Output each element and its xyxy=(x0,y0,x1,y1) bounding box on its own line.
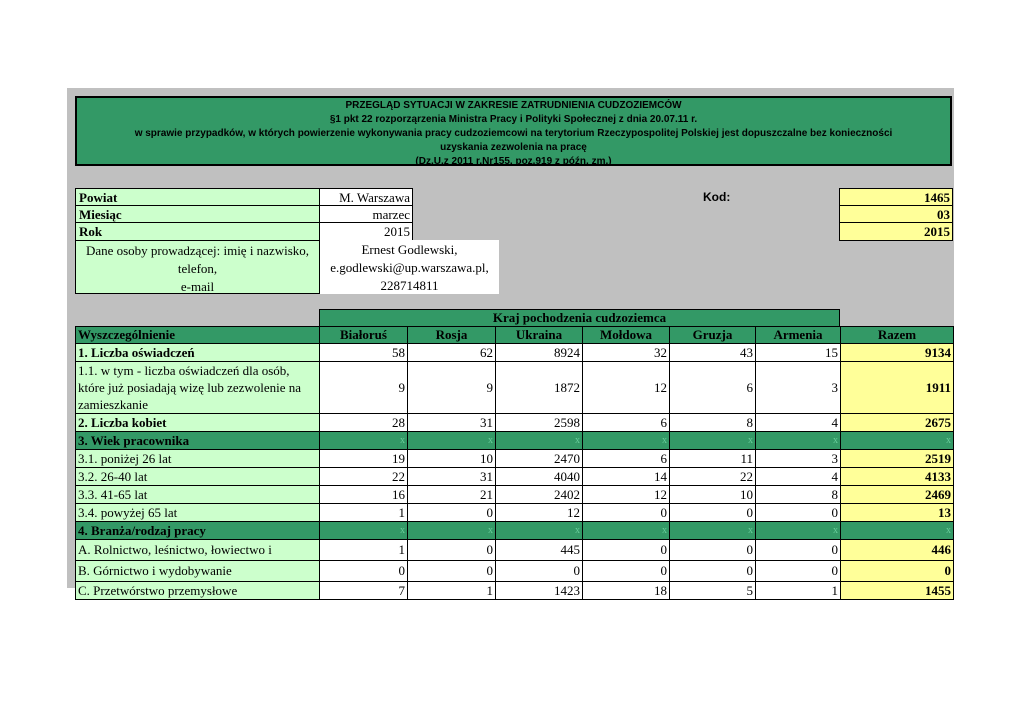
value-cell[interactable]: 14 xyxy=(583,468,670,486)
value-cell[interactable]: 6 xyxy=(583,414,670,432)
report-header xyxy=(75,96,952,166)
osoba-label-line: Dane osoby prowadzącej: imię i nazwisko, xyxy=(85,243,310,258)
value-cell[interactable]: 0 xyxy=(756,540,841,561)
row-total-cell[interactable]: 9134 xyxy=(841,344,954,362)
table-row xyxy=(76,450,954,468)
row-label: 3.4. powyżej 65 lat xyxy=(76,504,320,522)
value-cell[interactable]: x xyxy=(496,522,583,540)
row-total-cell[interactable]: 1455 xyxy=(841,582,954,600)
osoba-value[interactable] xyxy=(320,240,499,294)
column-header: Armenia xyxy=(756,327,841,344)
row-label: 3.2. 26-40 lat xyxy=(76,468,320,486)
kod-value-rok[interactable]: 2015 xyxy=(839,222,953,241)
column-header: Razem xyxy=(841,327,954,344)
value-cell[interactable]: x xyxy=(756,432,841,450)
value-cell[interactable]: x xyxy=(320,522,408,540)
kod-label: Kod: xyxy=(703,190,731,204)
header-description: w sprawie przypadków, w których powierzenie wykonywania pracy cudzoziemcowi na terytorium Rzeczypospolitej Polskiej jest dopuszczalne bez konieczności xyxy=(134,128,893,139)
row-label: C. Przetwórstwo przemysłowe xyxy=(76,582,320,600)
value-cell[interactable]: 32 xyxy=(583,344,670,362)
value-cell[interactable]: x xyxy=(583,432,670,450)
value-cell[interactable]: 11 xyxy=(670,450,756,468)
value-cell[interactable]: 6 xyxy=(583,450,670,468)
row-total-cell[interactable]: 1911 xyxy=(841,362,954,414)
row-label: 1.1. w tym - liczba oświadczeń dla osób, które już posiadają wizę lub zezwolenie na zamieszkanie xyxy=(76,362,320,414)
value-cell[interactable]: 1 xyxy=(408,582,496,600)
table-row xyxy=(76,432,954,450)
table-row xyxy=(76,522,954,540)
data-table xyxy=(75,326,954,600)
osoba-label-line: telefon, xyxy=(177,261,218,276)
osoba-label-line: e-mail xyxy=(180,279,215,294)
column-header: Mołdowa xyxy=(583,327,670,344)
value-cell[interactable]: 8924 xyxy=(496,344,583,362)
table-row xyxy=(76,362,954,414)
value-cell[interactable]: 16 xyxy=(320,486,408,504)
miesiac-label: Miesiąc xyxy=(75,205,320,223)
table-row xyxy=(76,561,954,582)
osoba-label xyxy=(75,240,320,294)
table-row xyxy=(76,540,954,561)
miesiac-value[interactable]: marzec xyxy=(319,205,413,223)
value-cell[interactable]: 1 xyxy=(320,540,408,561)
row-label: 3.1. poniżej 26 lat xyxy=(76,450,320,468)
table-row xyxy=(76,582,954,600)
rok-value[interactable]: 2015 xyxy=(319,222,413,241)
header-title: PRZEGLĄD SYTUACJI W ZAKRESIE ZATRUDNIENIA CUDZOZIEMCÓW xyxy=(345,100,682,111)
value-cell[interactable]: x xyxy=(320,432,408,450)
value-cell[interactable]: 7 xyxy=(320,582,408,600)
value-cell[interactable]: 8 xyxy=(756,486,841,504)
powiat-label: Powiat xyxy=(75,188,320,206)
value-cell[interactable]: 0 xyxy=(583,504,670,522)
value-cell[interactable]: 0 xyxy=(320,561,408,582)
value-cell[interactable]: x xyxy=(496,432,583,450)
header-citation: (Dz.U.z 2011 r.Nr155, poz.919 z późn. zm.) xyxy=(415,156,612,167)
row-label: 4. Branża/rodzaj pracy xyxy=(76,522,320,540)
value-cell[interactable]: 1 xyxy=(756,582,841,600)
value-cell[interactable]: 0 xyxy=(583,540,670,561)
value-cell[interactable]: 445 xyxy=(496,540,583,561)
value-cell[interactable]: x xyxy=(583,522,670,540)
value-cell[interactable]: 21 xyxy=(408,486,496,504)
value-cell[interactable]: 0 xyxy=(408,504,496,522)
value-cell[interactable]: 12 xyxy=(583,486,670,504)
country-group-header: Kraj pochodzenia cudzoziemca xyxy=(319,309,840,326)
value-cell[interactable]: 0 xyxy=(408,561,496,582)
row-total-cell[interactable]: 446 xyxy=(841,540,954,561)
row-label: 2. Liczba kobiet xyxy=(76,414,320,432)
value-cell[interactable]: 10 xyxy=(408,450,496,468)
osoba-phone: 228714811 xyxy=(380,278,439,293)
row-total-cell[interactable]: x xyxy=(841,432,954,450)
value-cell[interactable]: x xyxy=(756,522,841,540)
column-header: Ukraina xyxy=(496,327,583,344)
value-cell[interactable]: 15 xyxy=(756,344,841,362)
row-label: 1. Liczba oświadczeń xyxy=(76,344,320,362)
row-total-cell[interactable]: 2675 xyxy=(841,414,954,432)
value-cell[interactable]: 4 xyxy=(756,468,841,486)
value-cell[interactable]: 4040 xyxy=(496,468,583,486)
value-cell[interactable]: 28 xyxy=(320,414,408,432)
value-cell[interactable]: 10 xyxy=(670,486,756,504)
value-cell[interactable]: 18 xyxy=(583,582,670,600)
row-label: 3. Wiek pracownika xyxy=(76,432,320,450)
value-cell[interactable]: 0 xyxy=(756,561,841,582)
row-total-cell[interactable]: x xyxy=(841,522,954,540)
value-cell[interactable]: 9 xyxy=(408,362,496,414)
value-cell[interactable]: 0 xyxy=(670,540,756,561)
first-column-header: Wyszczególnienie xyxy=(76,327,320,344)
value-cell[interactable]: x xyxy=(408,522,496,540)
value-cell[interactable]: 22 xyxy=(670,468,756,486)
kod-value-miesiac[interactable]: 03 xyxy=(839,205,953,223)
value-cell[interactable]: 0 xyxy=(756,504,841,522)
value-cell[interactable]: x xyxy=(670,432,756,450)
value-cell[interactable]: 12 xyxy=(496,504,583,522)
table-row xyxy=(76,504,954,522)
table-row xyxy=(76,486,954,504)
column-header-row xyxy=(76,327,954,344)
value-cell[interactable]: 0 xyxy=(583,561,670,582)
header-regulation: §1 pkt 22 rozporząrzenia Ministra Pracy i Polityki Społecznej z dnia 20.07.11 r. xyxy=(329,114,698,125)
value-cell[interactable]: 1 xyxy=(320,504,408,522)
value-cell[interactable]: 8 xyxy=(670,414,756,432)
column-header: Gruzja xyxy=(670,327,756,344)
kod-value-powiat[interactable]: 1465 xyxy=(839,188,953,206)
value-cell[interactable]: 62 xyxy=(408,344,496,362)
value-cell[interactable]: 6 xyxy=(670,362,756,414)
osoba-name: Ernest Godlewski, xyxy=(361,242,458,257)
value-cell[interactable]: 2598 xyxy=(496,414,583,432)
row-label: 3.3. 41-65 lat xyxy=(76,486,320,504)
row-total-cell[interactable]: 13 xyxy=(841,504,954,522)
column-header: Rosja xyxy=(408,327,496,344)
row-label: B. Górnictwo i wydobywanie xyxy=(76,561,320,582)
value-cell[interactable]: x xyxy=(408,432,496,450)
powiat-value[interactable]: M. Warszawa xyxy=(319,188,413,206)
value-cell[interactable]: 3 xyxy=(756,450,841,468)
value-cell[interactable]: 1423 xyxy=(496,582,583,600)
table-row xyxy=(76,414,954,432)
value-cell[interactable]: 43 xyxy=(670,344,756,362)
value-cell[interactable]: 12 xyxy=(583,362,670,414)
row-label: A. Rolnictwo, leśnictwo, łowiectwo i xyxy=(76,540,320,561)
value-cell[interactable]: 2470 xyxy=(496,450,583,468)
value-cell[interactable]: 19 xyxy=(320,450,408,468)
value-cell[interactable]: 5 xyxy=(670,582,756,600)
value-cell[interactable]: 58 xyxy=(320,344,408,362)
value-cell[interactable]: 9 xyxy=(320,362,408,414)
row-total-cell[interactable]: 0 xyxy=(841,561,954,582)
value-cell[interactable]: 0 xyxy=(496,561,583,582)
value-cell[interactable]: x xyxy=(670,522,756,540)
value-cell[interactable]: 4 xyxy=(756,414,841,432)
table-row xyxy=(76,468,954,486)
value-cell[interactable]: 1872 xyxy=(496,362,583,414)
value-cell[interactable]: 0 xyxy=(408,540,496,561)
value-cell[interactable]: 3 xyxy=(756,362,841,414)
value-cell[interactable]: 31 xyxy=(408,414,496,432)
osoba-email: e.godlewski@up.warszawa.pl, xyxy=(330,260,489,275)
table-row xyxy=(76,344,954,362)
value-cell[interactable]: 2402 xyxy=(496,486,583,504)
column-header: Białoruś xyxy=(320,327,408,344)
row-total-cell[interactable]: 4133 xyxy=(841,468,954,486)
value-cell[interactable]: 0 xyxy=(670,561,756,582)
value-cell[interactable]: 31 xyxy=(408,468,496,486)
row-total-cell[interactable]: 2469 xyxy=(841,486,954,504)
rok-label: Rok xyxy=(75,222,320,241)
value-cell[interactable]: 0 xyxy=(670,504,756,522)
row-total-cell[interactable]: 2519 xyxy=(841,450,954,468)
value-cell[interactable]: 22 xyxy=(320,468,408,486)
header-description-cont: uzyskania zezwolenia na pracę xyxy=(440,142,587,153)
